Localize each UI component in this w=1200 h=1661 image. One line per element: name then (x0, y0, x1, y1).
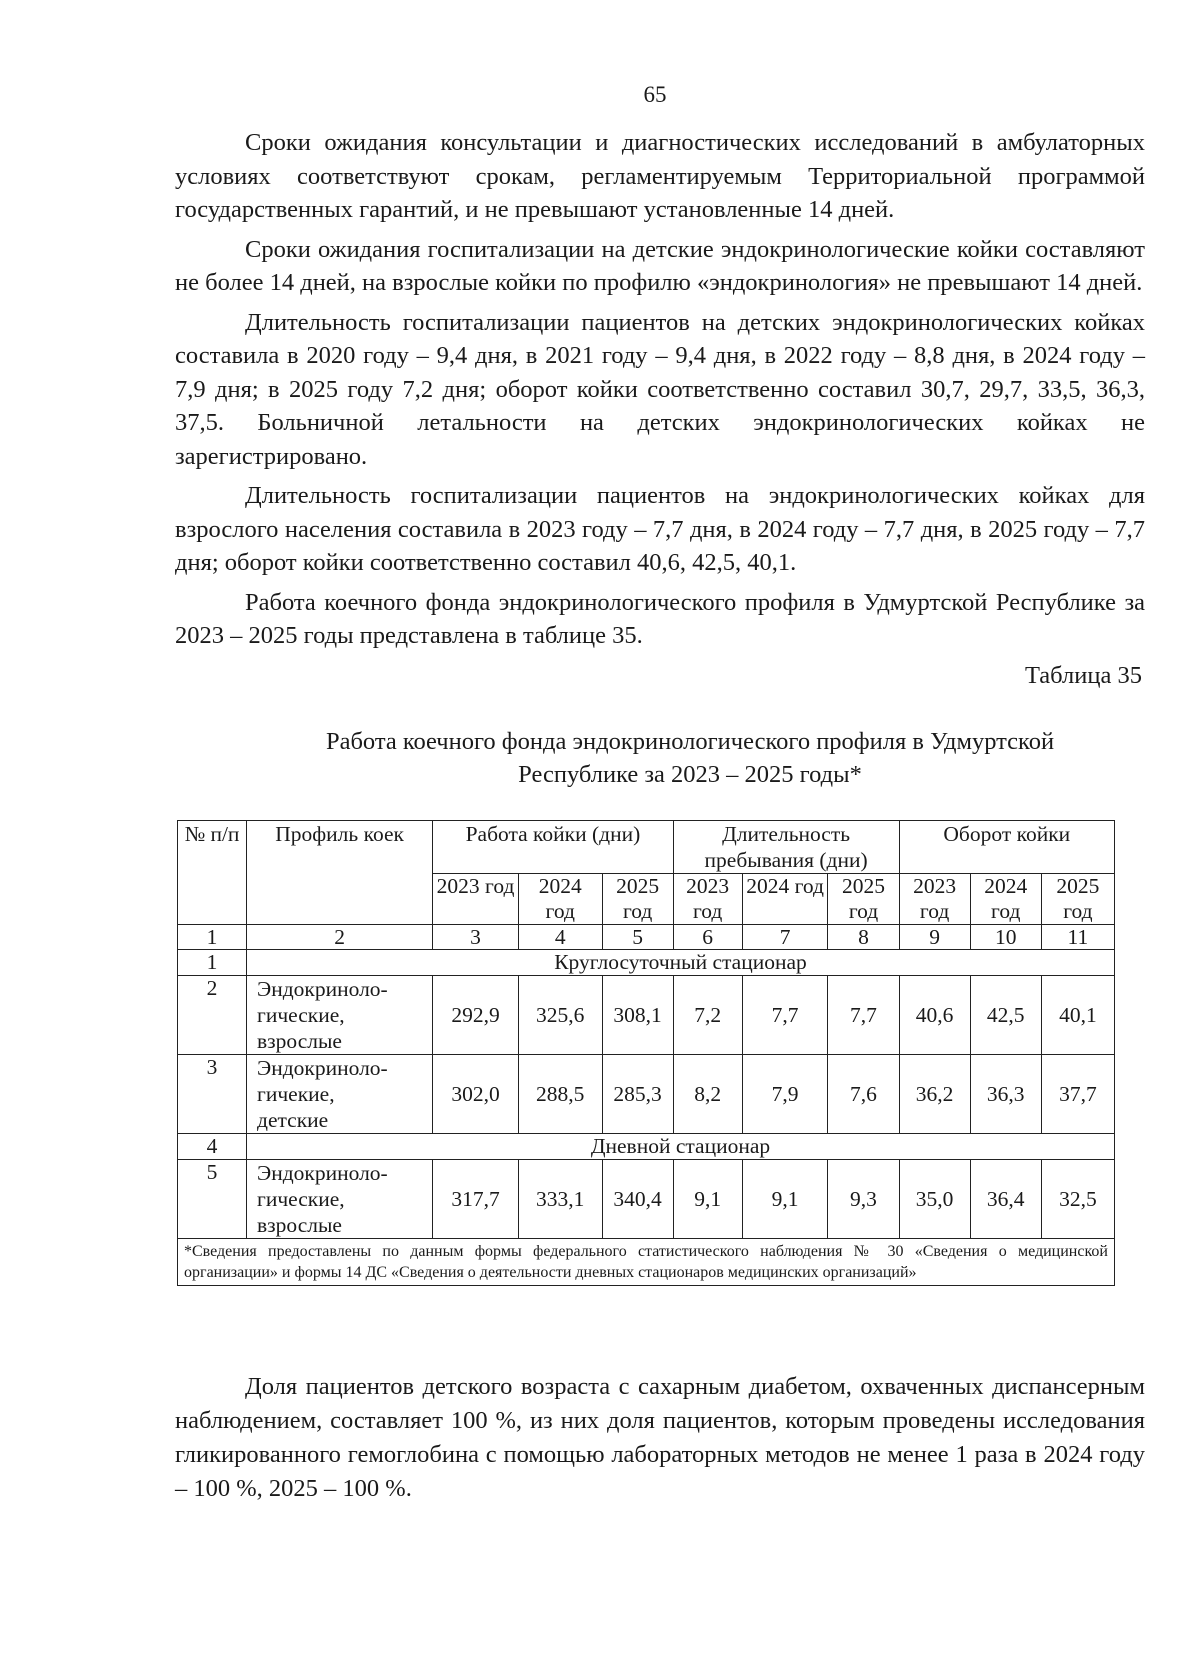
value-cell: 35,0 (899, 1160, 970, 1239)
value-cell: 7,7 (828, 976, 899, 1055)
row-num: 4 (178, 1134, 247, 1160)
value-cell: 36,3 (970, 1055, 1041, 1134)
year-header: 2023 год (673, 874, 742, 925)
value-cell: 7,6 (828, 1055, 899, 1134)
header-profile: Профиль коек (247, 821, 433, 925)
column-index: 5 (602, 925, 673, 950)
profile-cell (247, 1055, 433, 1134)
profile-line: гические, (257, 1187, 345, 1211)
table-title (250, 725, 1130, 791)
table-title-line1: Работа коечного фонда эндокринологического профиля в Удмуртской (325, 728, 1055, 755)
value-cell: 36,2 (899, 1055, 970, 1134)
value-cell: 7,2 (673, 976, 742, 1055)
value-cell: 9,3 (828, 1160, 899, 1239)
value-cell: 325,6 (518, 976, 602, 1055)
paragraph-adult-duration: Длительность госпитализации пациентов на эндокринологических койках для взрослого населения составила в 2023 году – 7,7 дня, в 2024 году – 7,7 дня, в 2025 году – 7,7 дня; оборот койки соответственно составил 40,6, 42,5, 40,1. (175, 482, 1145, 576)
year-header: 2024 год (518, 874, 602, 925)
year-header: 2025 год (1041, 874, 1114, 925)
paragraph-children-duration: Длительность госпитализации пациентов на детских эндокринологических койках составила в 2020 году – 9,4 дня, в 2021 году – 9,4 дня, в 2022 году – 8,8 дня, в 2024 году – 7,9 дня; в 2025 году 7,2 дня; оборот койки соответственно составил 30,7, 29,7, 33,5, 36,3, 37,5. Больничной летальности на детских эндокринологических койках не зарегистрировано. (175, 308, 1145, 470)
paragraph-waiting-hospitalization: Сроки ожидания госпитализации на детские эндокринологические койки составляют не более 14 дней, на взрослые койки по профилю «эндокринология» не превышают 14 дней. (175, 235, 1145, 296)
value-cell: 333,1 (518, 1160, 602, 1239)
profile-line: детские (257, 1108, 329, 1132)
profile-cell (247, 1160, 433, 1239)
value-cell: 317,7 (433, 1160, 519, 1239)
row-num: 5 (178, 1160, 247, 1239)
header-duration: Длительность пребывания (дни) (673, 821, 899, 874)
value-cell: 37,7 (1041, 1055, 1114, 1134)
profile-cell (247, 976, 433, 1055)
column-index-row (178, 925, 1115, 950)
column-index: 8 (828, 925, 899, 950)
table-footnote: *Сведения предоставлены по данным формы федерального статистического наблюдения № 30 «Сведения о медицинской организации» и формы 14 ДС «Сведения о деятельности дневных стационаров медицинских организаций» (178, 1239, 1115, 1286)
section-row-day-hospital (178, 1134, 1115, 1160)
column-index: 4 (518, 925, 602, 950)
value-cell: 340,4 (602, 1160, 673, 1239)
final-text (175, 1370, 1145, 1506)
row-num: 3 (178, 1055, 247, 1134)
profile-line: взрослые (257, 1029, 342, 1053)
year-header: 2025 год (602, 874, 673, 925)
table-label: Таблица 35 (1024, 662, 1142, 689)
header-num: № п/п (178, 821, 247, 925)
table-row (178, 976, 1115, 1055)
value-cell: 308,1 (602, 976, 673, 1055)
year-header: 2025 год (828, 874, 899, 925)
header-turnover: Оборот койки (899, 821, 1114, 874)
value-cell: 9,1 (742, 1160, 828, 1239)
profile-line: Эндокриноло- (257, 1161, 388, 1185)
header-work: Работа койки (дни) (433, 821, 674, 874)
profile-line: Эндокриноло- (257, 977, 388, 1001)
footnote-row (178, 1239, 1115, 1286)
section-row-inpatient (178, 950, 1115, 976)
profile-line: взрослые (257, 1213, 342, 1237)
value-cell: 285,3 (602, 1055, 673, 1134)
value-cell: 42,5 (970, 976, 1041, 1055)
column-index: 2 (247, 925, 433, 950)
table-row (178, 1160, 1115, 1239)
paragraph-diabetes-children: Доля пациентов детского возраста с сахарным диабетом, охваченных диспансерным наблюдением, составляет 100 %, из них доля пациентов, которым проведены исследования гликированного гемоглобина с помощью лабораторных методов не менее 1 раза в 2024 году – 100 %, 2025 – 100 %. (175, 1373, 1145, 1502)
profile-line: гические, (257, 1003, 345, 1027)
value-cell: 40,6 (899, 976, 970, 1055)
table-row (178, 1055, 1115, 1134)
year-header: 2023 год (899, 874, 970, 925)
header-row-1 (178, 821, 1115, 874)
value-cell: 302,0 (433, 1055, 519, 1134)
value-cell: 36,4 (970, 1160, 1041, 1239)
paragraph-waiting-consultation: Сроки ожидания консультации и диагностических исследований в амбулаторных условиях соответствуют срокам, регламентируемым Территориальной программой государственных гарантий, и не превышают установленные 14 дней. (175, 129, 1145, 223)
column-index: 3 (433, 925, 519, 950)
page-number: 65 (643, 82, 667, 107)
value-cell: 7,7 (742, 976, 828, 1055)
column-index: 1 (178, 925, 247, 950)
paragraph-table-intro: Работа коечного фонда эндокринологического профиля в Удмуртской Республике за 2023 – 2025 годы представлена в таблице 35. (175, 588, 1145, 649)
column-index: 11 (1041, 925, 1114, 950)
value-cell: 32,5 (1041, 1160, 1114, 1239)
value-cell: 292,9 (433, 976, 519, 1055)
value-cell: 40,1 (1041, 976, 1114, 1055)
column-index: 10 (970, 925, 1041, 950)
section-label: Круглосуточный стационар (247, 950, 1115, 976)
year-header: 2024 год (742, 874, 828, 925)
row-num: 1 (178, 950, 247, 976)
body-text (175, 126, 1145, 659)
bed-fund-table (177, 820, 1115, 1286)
column-index: 7 (742, 925, 828, 950)
year-header: 2024 год (970, 874, 1041, 925)
profile-line: Эндокриноло- (257, 1056, 388, 1080)
value-cell: 288,5 (518, 1055, 602, 1134)
value-cell: 7,9 (742, 1055, 828, 1134)
value-cell: 8,2 (673, 1055, 742, 1134)
section-label: Дневной стационар (247, 1134, 1115, 1160)
year-header: 2023 год (433, 874, 519, 925)
column-index: 6 (673, 925, 742, 950)
table-title-line2: Республике за 2023 – 2025 годы* (518, 761, 862, 788)
row-num: 2 (178, 976, 247, 1055)
value-cell: 9,1 (673, 1160, 742, 1239)
column-index: 9 (899, 925, 970, 950)
profile-line: гичекие, (257, 1082, 335, 1106)
